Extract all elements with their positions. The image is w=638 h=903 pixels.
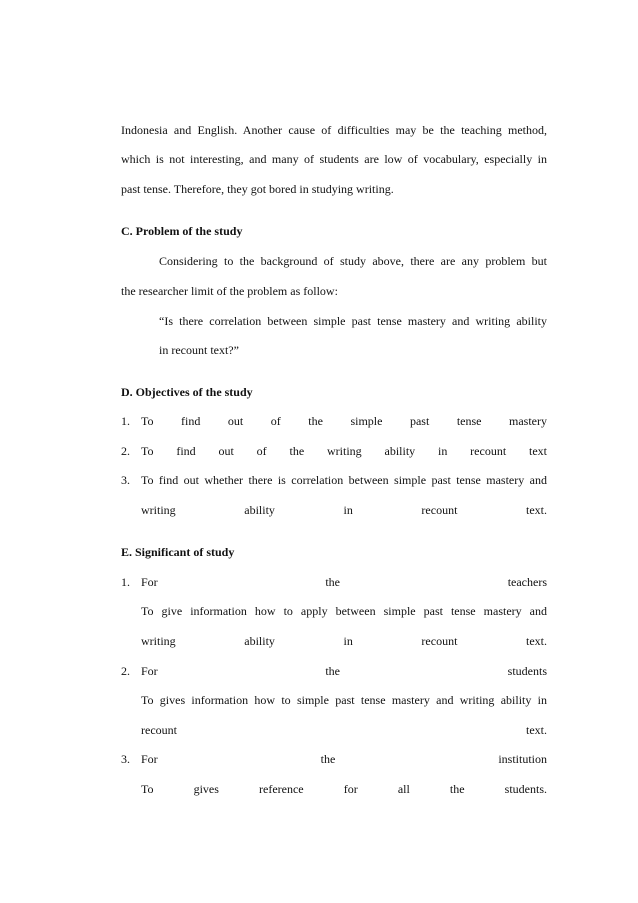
intro-line-3: past tense. Therefore, they got bored in studying writing.	[121, 182, 394, 196]
objective-text-3-line-1: To find out whether there is correlation between simple past tense mastery and	[141, 473, 547, 487]
section-c-heading: C. Problem of the study	[121, 224, 243, 238]
section-c-question-line-1: “Is there correlation between simple past tense mastery and writing ability	[159, 314, 547, 328]
significance-text-2-line-1: To gives information how to simple past tense mastery and writing ability in	[141, 693, 547, 707]
significance-text-1-line-1: To give information how to apply between simple past tense mastery and	[141, 604, 547, 618]
objective-number-1: 1.	[121, 414, 130, 428]
objective-text-3-line-2: writing ability in recount text.	[141, 503, 547, 517]
section-d-heading: D. Objectives of the study	[121, 385, 253, 399]
section-c-question-line-2: in recount text?”	[159, 343, 239, 357]
significance-text-3-line-1: To gives reference for all the students.	[141, 782, 547, 796]
objective-text-2: To find out of the writing ability in recount text	[141, 444, 547, 458]
significance-number-2: 2.	[121, 664, 130, 678]
section-e-heading: E. Significant of study	[121, 545, 235, 559]
objective-text-1: To find out of the simple past tense mastery	[141, 414, 547, 428]
significance-text-2-line-2: recount text.	[141, 723, 547, 737]
significance-title-3: For the institution	[141, 752, 547, 766]
section-c-paragraph-line-1: Considering to the background of study above, there are any problem but	[159, 254, 547, 268]
significance-text-1-line-2: writing ability in recount text.	[141, 634, 547, 648]
section-c-paragraph-line-2: the researcher limit of the problem as follow:	[121, 284, 338, 298]
objective-number-2: 2.	[121, 444, 130, 458]
intro-line-1: Indonesia and English. Another cause of difficulties may be the teaching method,	[121, 123, 547, 137]
significance-number-3: 3.	[121, 752, 130, 766]
objective-number-3: 3.	[121, 473, 130, 487]
significance-title-1: For the teachers	[141, 575, 547, 589]
significance-number-1: 1.	[121, 575, 130, 589]
intro-line-2: which is not interesting, and many of students are low of vocabulary, especially in	[121, 152, 547, 166]
significance-title-2: For the students	[141, 664, 547, 678]
